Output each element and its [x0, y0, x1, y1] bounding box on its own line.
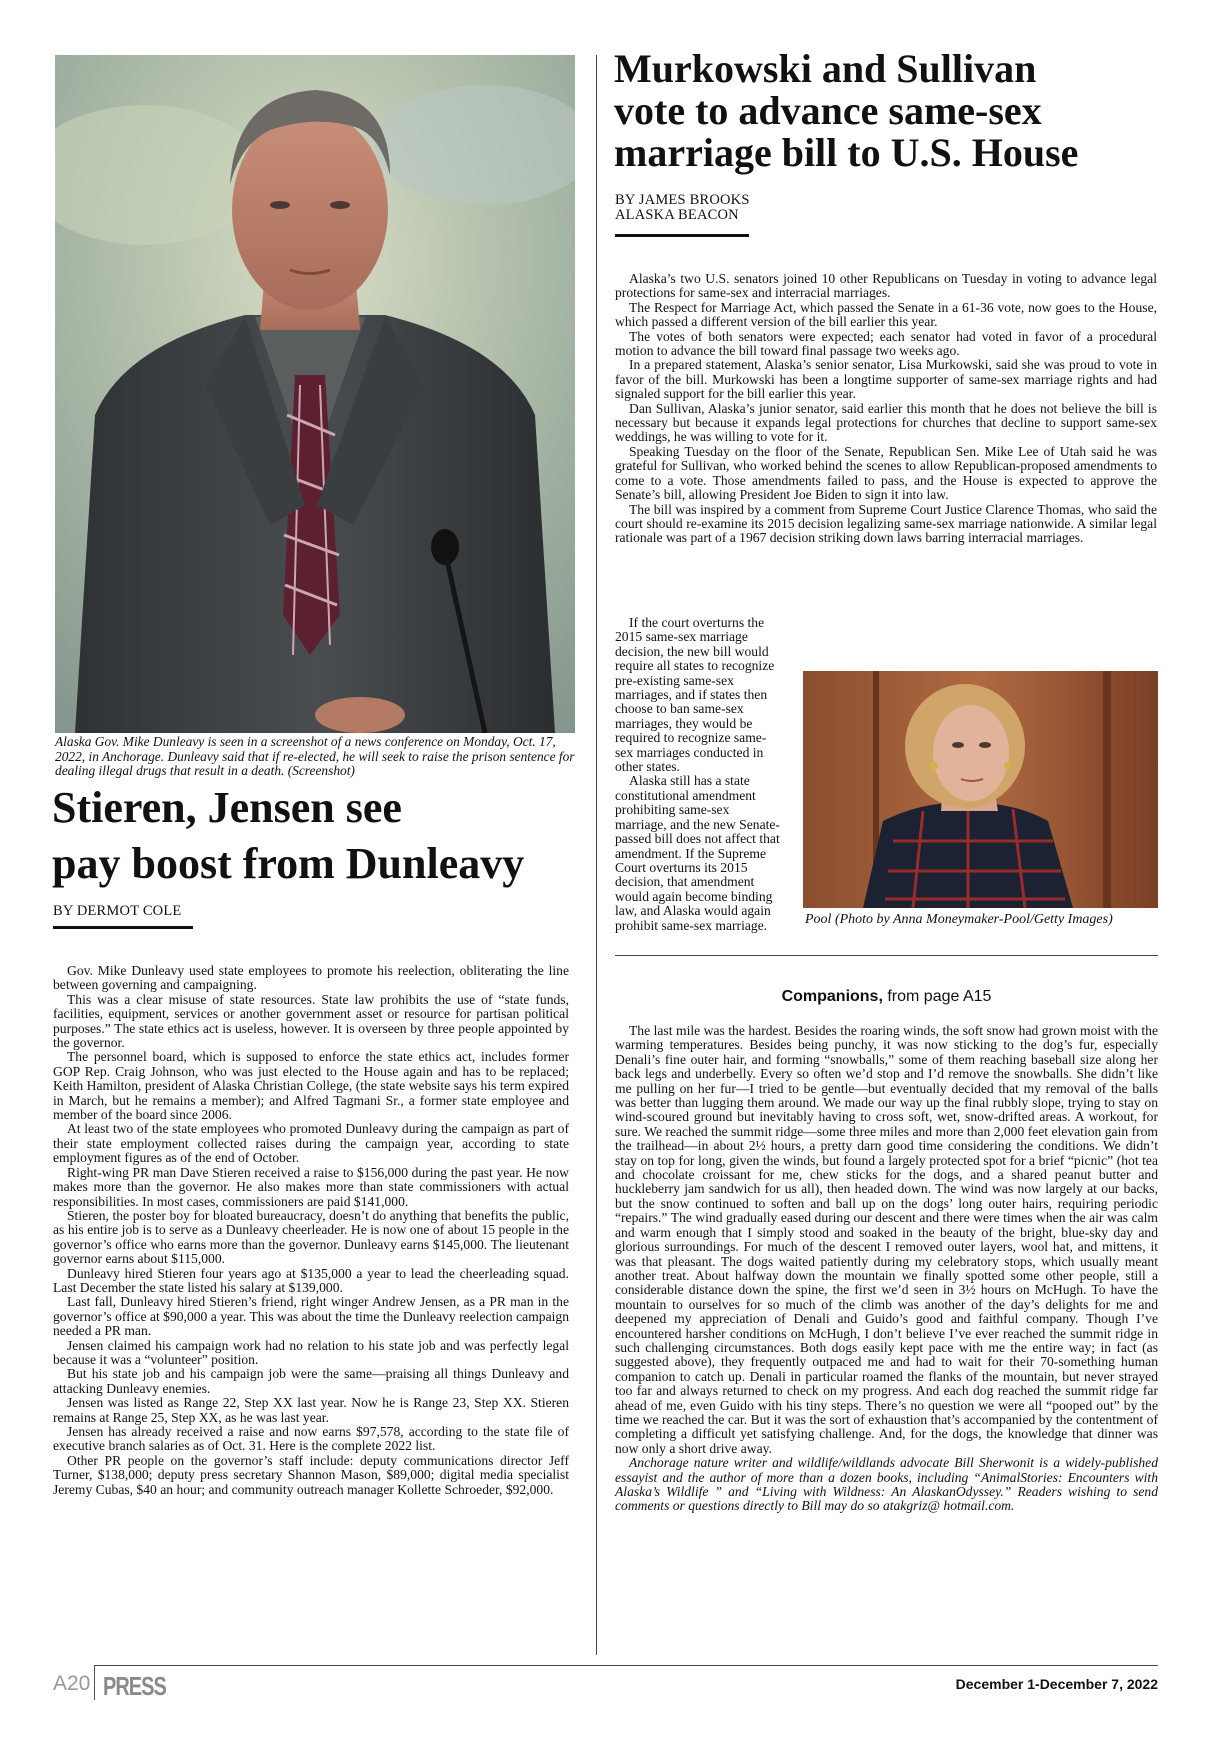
- right-headline: [614, 48, 1194, 174]
- press-logo: PRESS: [103, 1673, 166, 1702]
- paragraph: Last fall, Dunleavy hired Stieren’s friend, right winger Andrew Jensen, as a PR man in the governor’s office at $90,000 a year. This was about the time the Dunleavy reelection campaign needed a PR man.: [53, 1294, 569, 1339]
- right-byline-rule: [615, 234, 749, 237]
- paragraph: Dan Sullivan, Alaska’s junior senator, said earlier this month that he does not believe the bill is necessary but because it expands legal protections for churches that decline to support same-sex weddings, he was willing to vote for it.: [615, 400, 1157, 445]
- paragraph: Jensen has already received a raise and now earns $97,578, according to the state file of executive branch salaries as of Oct. 31. Here is the complete 2022 list.: [53, 1424, 569, 1454]
- paragraph: The Respect for Marriage Act, which passed the Senate in a 61-36 vote, now goes to the House, which passed a different version of the bill earlier this year.: [615, 299, 1157, 330]
- right-byline: [615, 193, 750, 223]
- dunleavy-photo: [55, 55, 575, 733]
- paragraph: Right-wing PR man Dave Stieren received a raise to $156,000 during the past year. He now makes more than the governor. He also makes more than state commissioners with actual responsibilities. In most cases, commissioners are paid $141,000.: [53, 1164, 569, 1209]
- left-headline-line1: Stieren, Jensen see: [52, 783, 402, 832]
- paragraph: The personnel board, which is supposed to enforce the state ethics act, includes former GOP Rep. Craig Johnson, who was just elected to the House again and has to be replaced; Keith Hamilton, president of Alaska Christian College, (the state website says his term expired in March, but he remains a member); and Alfred Tagmani Sr., a former state employee and member of the board since 2006.: [53, 1049, 569, 1123]
- paragraph: Dunleavy hired Stieren four years ago at $135,000 a year to lead the cheerleading squad. Last December the state listed his salary at $139,000.: [53, 1265, 569, 1295]
- issue-date: December 1-December 7, 2022: [955, 1676, 1158, 1692]
- paragraph: Stieren, the poster boy for bloated bureaucracy, doesn’t do anything that benefits the public, as his entire job is to serve as a Dunleavy cheerleader. He is now one of about 15 people in the governor’s office who earns more than the governor. Dunleavy earns $145,000. The lieutenant governor earns about $115,000.: [53, 1207, 569, 1267]
- murkowski-photo: [803, 671, 1158, 908]
- right-byline-outlet: ALASKA BEACON: [615, 207, 739, 223]
- right-article-body-narrow: [615, 616, 783, 933]
- paragraph: But his state job and his campaign job were the same—praising all things Dunleavy and attacking Dunleavy enemies.: [53, 1366, 569, 1396]
- paragraph: At least two of the state employees who promoted Dunleavy during the campaign as part of their state employment collected raises during the campaign year, according to state employment figures as of the end of October.: [53, 1121, 569, 1166]
- jump-label-title: Companions,: [781, 988, 883, 1005]
- paragraph: Jensen claimed his campaign work had no relation to his state job and was perfectly legal because it was a “volunteer” position.: [53, 1337, 569, 1367]
- left-headline: [52, 780, 582, 892]
- paragraph: The bill was inspired by a comment from Supreme Court Justice Clarence Thomas, who said the court should re-examine its 2015 decision legalizing same-sex marriage nationwide. A similar legal rationale was part of a 1967 decision striking down laws barring interracial marriages.: [615, 501, 1157, 546]
- section-divider: [615, 955, 1158, 956]
- author-tagline: Anchorage nature writer and wildlife/wildlands advocate Bill Sherwonit is a widely-published essayist and the author of more than a dozen books, including “AnimalStories: Encounters with Alaska’s Wildlife ” and “Living with Wildness: An AlaskanOdyssey.” Readers wishing to send comments or questions directly to Bill may do so atakgriz@ hotmail.com.: [615, 1455, 1158, 1514]
- paragraph: Alaska’s two U.S. senators joined 10 other Republicans on Tuesday in voting to advance legal protections for same-sex and interracial marriages.: [615, 271, 1157, 301]
- paragraph: In a prepared statement, Alaska’s senior senator, Lisa Murkowski, said she was proud to vote in favor of the bill. Murkowski has been a longtime supporter of same-sex marriage rights and had signaled support for the bill earlier this year.: [615, 357, 1157, 402]
- left-headline-line2: pay boost from Dunleavy: [52, 839, 525, 888]
- paragraph: Other PR people on the governor’s staff include: deputy communications director Jeff Turner, $138,000; deputy press secretary Shannon Mason, $89,000; digital media specialist Jeremy Cubas, $40 an hour; and community outreach manager Kollette Schroeder, $92,000.: [53, 1452, 569, 1497]
- column-divider: [596, 55, 597, 1655]
- left-byline-rule: [53, 926, 193, 929]
- jump-label: [615, 988, 1158, 1006]
- left-byline: BY DERMOT COLE: [53, 903, 182, 919]
- left-article-body: [53, 964, 569, 1497]
- paragraph: Jensen was listed as Range 22, Step XX last year. Now he is Range 23, Step XX. Stieren remains at Range 25, Step XX, as he was last year.: [53, 1395, 569, 1425]
- right-headline-line1: Murkowski and Sullivan: [614, 46, 1037, 91]
- right-headline-line3: marriage bill to U.S. House: [614, 130, 1079, 175]
- dunleavy-photo-caption: Alaska Gov. Mike Dunleavy is seen in a screenshot of a news conference on Monday, Oct. 17, 2022, in Anchorage. Dunleavy said that if re-elected, he will seek to raise the prison sentence for dealing illegal drugs that result in a death. (Screenshot): [55, 734, 575, 779]
- paragraph: Gov. Mike Dunleavy used state employees to promote his reelection, obliterating the line between governing and campaigning.: [53, 963, 569, 993]
- paragraph: This was a clear misuse of state resources. State law prohibits the use of “state funds, facilities, equipment, services or another government asset or resource for partisan political purposes.” The state ethics act is useless, however. It is overseen by three people appointed by the governor.: [53, 991, 569, 1051]
- paragraph: Alaska still has a state constitutional amendment prohibiting same-sex marriage, and the new Senate-passed bill does not affect that amendment. If the Supreme Court overturns its 2015 decision, that amendment would again become binding law, and Alaska would again prohibit same-sex marriage.: [615, 773, 780, 933]
- footer-rule: [94, 1665, 1158, 1666]
- right-article-body-top: [615, 272, 1157, 546]
- right-byline-author: BY JAMES BROOKS: [615, 192, 750, 208]
- murkowski-photo-caption: Pool (Photo by Anna Moneymaker-Pool/Getty Images): [805, 912, 1113, 927]
- footer-separator: [94, 1666, 95, 1700]
- paragraph: If the court overturns the 2015 same-sex marriage decision, the new bill would require all states to recognize pre-existing same-sex marriages, and if states then choose to ban same-sex marriages, they would be required to recognize same-sex marriages conducted in other states.: [615, 615, 775, 775]
- page-number: A20: [53, 1672, 91, 1695]
- right-headline-line2: vote to advance same-sex: [614, 88, 1042, 133]
- paragraph: The last mile was the hardest. Besides the roaring winds, the soft snow had grown moist with the warming temperatures. Besides being punchy, it was now sticking to the dog’s fur, especially Denali’s fine outer hair, and forming “snowballs,” some of them reaching baseball size along her back legs and underbelly. Every so often we’d stop and I’d remove the snowballs. She didn’t like me pulling on her fur—I tried to be gentle—but eventually decided that my removal of the balls was better than lugging them around. We made our way up the final rubbly slope, trying to stay on wind-scoured ground but inevitably having to cross soft, wet, snow-drifted areas. A workout, for sure. We reached the summit ridge—some three miles and more than 2,000 feet elevation gain from the trailhead—in about 2½ hours, a pretty darn good time considering the conditions. We didn’t stay on top for long, given the winds, but found a largely protected spot for a brief “picnic” (hot tea and chocolate croissant for me, chew sticks for the dogs, and a shared peanut butter and huckleberry jam sandwich for us all), then headed down. The wind was now largely at our backs, but the snow continued to soften and ball up on the dogs’ long outer hairs, requiring periodic “repairs.” The wind gradually eased during our descent and there were times when the air was calm and warm enough that I simply stood and soaked in the beauty of the bright, blue-sky day and glorious surroundings. For much of the descent I removed outer layers, wool hat, and mittens, it was that pleasant. The dogs waited patiently during my celebratory stops, which usually meant another treat. About halfway down the mountain we finally spotted some other people, still a considerable distance down the spine, the first we’d seen in 3½ hours on McHugh. To have the mountain to ourselves for so much of the climb was another of the day’s delights for me and deepened my appreciation of Denali and Guido’s good and faithful company. Though I’ve encountered harsher conditions on McHugh, I don’t believe I’ve ever reached the summit ridge in such challenging circumstances. Both dogs easily kept pace with me the entire way; in fact (as suggested above), they frequently outpaced me and had to wait for their 70-something human companion to catch up. Denali in particular roamed the flanks of the mountain, but never strayed too far and always returned to check on my progress. And each dog reached the summit ridge far ahead of me, even Guido with his tiny steps. There’s no question we were all “pooped out” by the time we reached the car. But it was the sort of exhaustion that’s accompanied by the contentment of completing a difficult yet satisfying challenge. And, for the dogs, the knowledge that dinner was now only a short drive away.: [615, 1023, 1158, 1456]
- paragraph: Speaking Tuesday on the floor of the Senate, Republican Sen. Mike Lee of Utah said he was grateful for Sullivan, who worked behind the scenes to allow Republican-proposed amendments to come to a vote. Those amendments failed to pass, and the House is expected to approve the Senate’s bill, allowing President Joe Biden to sign it into law.: [615, 443, 1157, 503]
- paragraph: The votes of both senators were expected; each senator had voted in favor of a procedural motion to advance the bill toward final passage two weeks ago.: [615, 328, 1157, 359]
- jump-article-body: [615, 1024, 1158, 1514]
- jump-label-ref: from page A15: [882, 988, 992, 1005]
